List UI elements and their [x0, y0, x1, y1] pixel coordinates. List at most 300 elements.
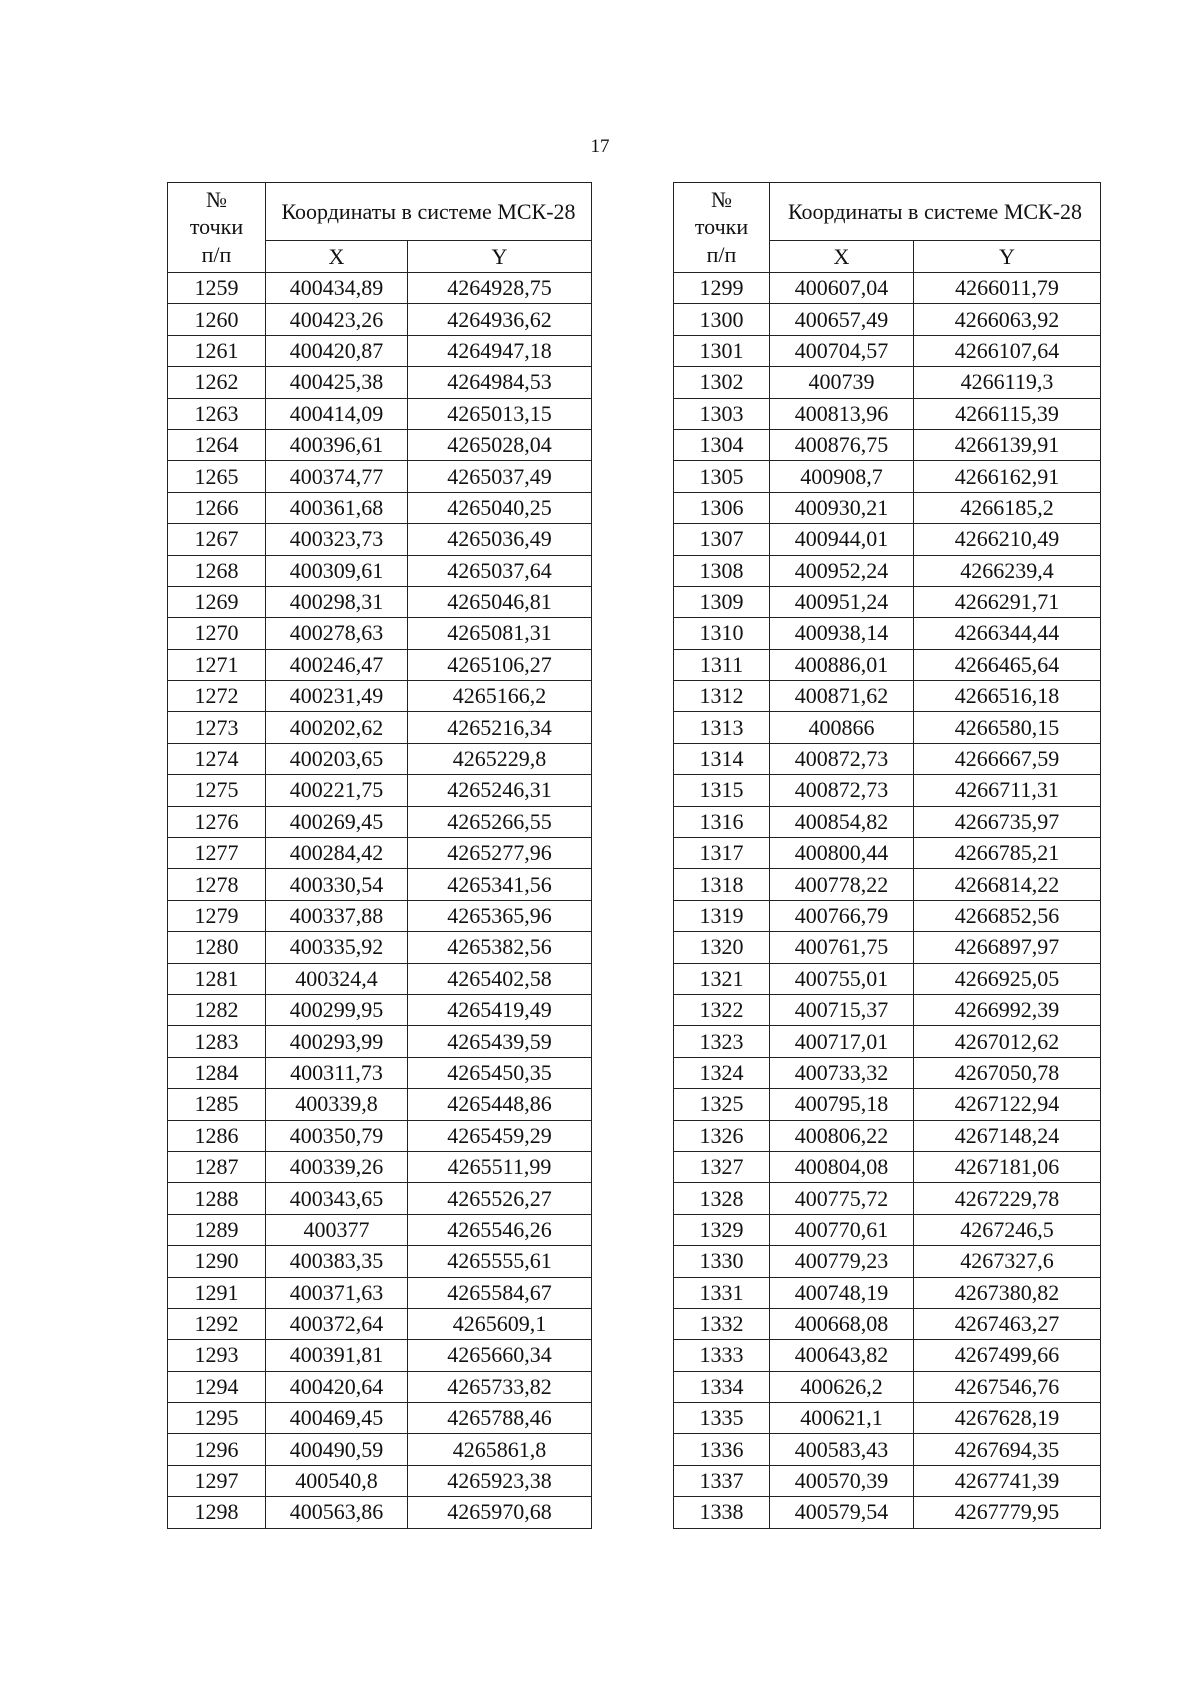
- point-number-cell: 1290: [168, 1246, 266, 1277]
- y-coordinate-cell: 4265229,8: [408, 743, 592, 774]
- x-coordinate-cell: 400717,01: [770, 1026, 914, 1057]
- y-coordinate-cell: 4266516,18: [914, 681, 1101, 712]
- x-coordinate-cell: 400795,18: [770, 1089, 914, 1120]
- x-coordinate-cell: 400293,99: [266, 1026, 408, 1057]
- point-number-header: № точки п/п: [674, 183, 770, 273]
- y-coordinate-cell: 4266115,39: [914, 398, 1101, 429]
- table-row: [168, 1214, 592, 1245]
- table-row: [168, 586, 592, 617]
- table-row: [168, 963, 592, 994]
- y-coordinate-cell: 4265166,2: [408, 681, 592, 712]
- y-coordinate-cell: 4267246,5: [914, 1214, 1101, 1245]
- x-coordinate-cell: 400930,21: [770, 492, 914, 523]
- y-coordinate-cell: 4266063,92: [914, 304, 1101, 335]
- x-coordinate-cell: 400278,63: [266, 618, 408, 649]
- coordinates-header: Координаты в системе МСК-28: [770, 183, 1101, 241]
- y-coordinate-cell: 4265511,99: [408, 1151, 592, 1182]
- table-row: [674, 806, 1101, 837]
- x-column-header: X: [770, 241, 914, 273]
- point-number-cell: 1285: [168, 1089, 266, 1120]
- x-coordinate-cell: 400298,31: [266, 586, 408, 617]
- table-row: [168, 461, 592, 492]
- point-number-cell: 1263: [168, 398, 266, 429]
- point-number-cell: 1299: [674, 273, 770, 304]
- x-coordinate-cell: 400490,59: [266, 1434, 408, 1465]
- table-row: [674, 1434, 1101, 1465]
- point-number-cell: 1303: [674, 398, 770, 429]
- point-number-cell: 1304: [674, 429, 770, 460]
- point-number-cell: 1329: [674, 1214, 770, 1245]
- x-coordinate-cell: 400371,63: [266, 1277, 408, 1308]
- table-row: [674, 1403, 1101, 1434]
- point-number-cell: 1337: [674, 1465, 770, 1496]
- table-row: [168, 806, 592, 837]
- y-coordinate-cell: 4265448,86: [408, 1089, 592, 1120]
- table-row: [674, 1465, 1101, 1496]
- point-number-cell: 1300: [674, 304, 770, 335]
- point-number-cell: 1310: [674, 618, 770, 649]
- x-coordinate-cell: 400563,86: [266, 1497, 408, 1528]
- x-coordinate-cell: 400739: [770, 367, 914, 398]
- y-coordinate-cell: 4264984,53: [408, 367, 592, 398]
- point-number-cell: 1308: [674, 555, 770, 586]
- x-coordinate-cell: 400621,1: [770, 1403, 914, 1434]
- table-row: [168, 1246, 592, 1277]
- x-coordinate-cell: 400269,45: [266, 806, 408, 837]
- point-number-cell: 1319: [674, 900, 770, 931]
- table-row: [674, 586, 1101, 617]
- x-coordinate-cell: 400337,88: [266, 900, 408, 931]
- table-row: [674, 1089, 1101, 1120]
- x-coordinate-cell: 400806,22: [770, 1120, 914, 1151]
- point-number-cell: 1275: [168, 775, 266, 806]
- table-row: [168, 1340, 592, 1371]
- point-number-cell: 1312: [674, 681, 770, 712]
- point-number-cell: 1306: [674, 492, 770, 523]
- point-number-cell: 1335: [674, 1403, 770, 1434]
- point-number-cell: 1282: [168, 994, 266, 1025]
- y-coordinate-cell: 4265439,59: [408, 1026, 592, 1057]
- point-number-cell: 1291: [168, 1277, 266, 1308]
- y-coordinate-cell: 4266897,97: [914, 932, 1101, 963]
- y-coordinate-cell: 4265861,8: [408, 1434, 592, 1465]
- x-coordinate-cell: 400311,73: [266, 1057, 408, 1088]
- table-row: [674, 932, 1101, 963]
- x-coordinate-cell: 400540,8: [266, 1465, 408, 1496]
- table-row: [674, 461, 1101, 492]
- table-row: [168, 900, 592, 931]
- point-number-cell: 1316: [674, 806, 770, 837]
- x-coordinate-cell: 400434,89: [266, 273, 408, 304]
- table-row: [168, 1183, 592, 1214]
- x-coordinate-cell: 400583,43: [770, 1434, 914, 1465]
- x-coordinate-cell: 400221,75: [266, 775, 408, 806]
- y-coordinate-cell: 4265788,46: [408, 1403, 592, 1434]
- y-coordinate-cell: 4267122,94: [914, 1089, 1101, 1120]
- point-number-cell: 1259: [168, 273, 266, 304]
- table-row: [674, 618, 1101, 649]
- y-coordinate-cell: 4266119,3: [914, 367, 1101, 398]
- y-coordinate-cell: 4265013,15: [408, 398, 592, 429]
- point-number-cell: 1292: [168, 1308, 266, 1339]
- table-row: [674, 1497, 1101, 1528]
- table-row: [168, 429, 592, 460]
- table-row: [674, 273, 1101, 304]
- point-number-cell: 1336: [674, 1434, 770, 1465]
- point-number-cell: 1328: [674, 1183, 770, 1214]
- y-coordinate-cell: 4265609,1: [408, 1308, 592, 1339]
- point-number-cell: 1284: [168, 1057, 266, 1088]
- table-row: [674, 335, 1101, 366]
- point-number-cell: 1293: [168, 1340, 266, 1371]
- point-number-cell: 1311: [674, 649, 770, 680]
- x-coordinate-cell: 400854,82: [770, 806, 914, 837]
- table-row: [168, 1151, 592, 1182]
- table-row: [168, 712, 592, 743]
- x-coordinate-cell: 400299,95: [266, 994, 408, 1025]
- x-coordinate-cell: 400396,61: [266, 429, 408, 460]
- table-row: [168, 743, 592, 774]
- x-coordinate-cell: 400339,8: [266, 1089, 408, 1120]
- left-table-body: [168, 273, 592, 1529]
- x-coordinate-cell: 400733,32: [770, 1057, 914, 1088]
- table-row: [674, 1371, 1101, 1402]
- table-row: [168, 649, 592, 680]
- y-coordinate-cell: 4265402,58: [408, 963, 592, 994]
- point-number-cell: 1322: [674, 994, 770, 1025]
- y-coordinate-cell: 4265266,55: [408, 806, 592, 837]
- x-coordinate-cell: 400748,19: [770, 1277, 914, 1308]
- table-row: [674, 994, 1101, 1025]
- y-coordinate-cell: 4265036,49: [408, 524, 592, 555]
- y-column-header: Y: [408, 241, 592, 273]
- point-number-cell: 1315: [674, 775, 770, 806]
- point-number-cell: 1279: [168, 900, 266, 931]
- y-coordinate-cell: 4266785,21: [914, 838, 1101, 869]
- table-row: [674, 649, 1101, 680]
- x-coordinate-cell: 400425,38: [266, 367, 408, 398]
- x-coordinate-cell: 400872,73: [770, 743, 914, 774]
- y-coordinate-cell: 4265046,81: [408, 586, 592, 617]
- x-coordinate-cell: 400284,42: [266, 838, 408, 869]
- point-number-cell: 1281: [168, 963, 266, 994]
- point-number-cell: 1276: [168, 806, 266, 837]
- y-coordinate-cell: 4265526,27: [408, 1183, 592, 1214]
- table-row: [674, 838, 1101, 869]
- y-coordinate-cell: 4267229,78: [914, 1183, 1101, 1214]
- y-coordinate-cell: 4267628,19: [914, 1403, 1101, 1434]
- x-coordinate-cell: 400938,14: [770, 618, 914, 649]
- table-row: [674, 1277, 1101, 1308]
- x-coordinate-cell: 400952,24: [770, 555, 914, 586]
- table-row: [168, 775, 592, 806]
- point-number-cell: 1268: [168, 555, 266, 586]
- point-number-cell: 1307: [674, 524, 770, 555]
- table-row: [674, 429, 1101, 460]
- table-row: [674, 869, 1101, 900]
- x-coordinate-cell: 400704,57: [770, 335, 914, 366]
- x-coordinate-cell: 400309,61: [266, 555, 408, 586]
- x-coordinate-cell: 400872,73: [770, 775, 914, 806]
- point-number-cell: 1298: [168, 1497, 266, 1528]
- point-number-cell: 1321: [674, 963, 770, 994]
- y-coordinate-cell: 4266107,64: [914, 335, 1101, 366]
- x-coordinate-cell: 400323,73: [266, 524, 408, 555]
- x-coordinate-cell: 400866: [770, 712, 914, 743]
- point-number-cell: 1314: [674, 743, 770, 774]
- point-number-cell: 1295: [168, 1403, 266, 1434]
- x-coordinate-cell: 400779,23: [770, 1246, 914, 1277]
- table-row: [168, 555, 592, 586]
- y-coordinate-cell: 4265660,34: [408, 1340, 592, 1371]
- x-coordinate-cell: 400343,65: [266, 1183, 408, 1214]
- right-table-body: [674, 273, 1101, 1529]
- x-coordinate-cell: 400766,79: [770, 900, 914, 931]
- page-number: 17: [590, 136, 610, 157]
- point-number-cell: 1325: [674, 1089, 770, 1120]
- x-coordinate-cell: 400391,81: [266, 1340, 408, 1371]
- point-number-cell: 1269: [168, 586, 266, 617]
- table-row: [168, 932, 592, 963]
- y-coordinate-cell: 4267148,24: [914, 1120, 1101, 1151]
- y-coordinate-cell: 4267694,35: [914, 1434, 1101, 1465]
- y-coordinate-cell: 4266580,15: [914, 712, 1101, 743]
- point-number-cell: 1296: [168, 1434, 266, 1465]
- point-number-cell: 1305: [674, 461, 770, 492]
- point-number-cell: 1271: [168, 649, 266, 680]
- x-column-header: X: [266, 241, 408, 273]
- point-number-cell: 1273: [168, 712, 266, 743]
- x-coordinate-cell: 400626,2: [770, 1371, 914, 1402]
- point-number-cell: 1313: [674, 712, 770, 743]
- y-coordinate-cell: 4265382,56: [408, 932, 592, 963]
- y-coordinate-cell: 4266139,91: [914, 429, 1101, 460]
- table-row: [674, 775, 1101, 806]
- y-coordinate-cell: 4266162,91: [914, 461, 1101, 492]
- table-row: [674, 1340, 1101, 1371]
- y-coordinate-cell: 4266210,49: [914, 524, 1101, 555]
- x-coordinate-cell: 400579,54: [770, 1497, 914, 1528]
- table-row: [168, 618, 592, 649]
- table-row: [168, 1465, 592, 1496]
- y-coordinate-cell: 4267012,62: [914, 1026, 1101, 1057]
- table-row: [168, 273, 592, 304]
- x-coordinate-cell: 400202,62: [266, 712, 408, 743]
- table-row: [674, 1151, 1101, 1182]
- table-row: [674, 681, 1101, 712]
- x-coordinate-cell: 400804,08: [770, 1151, 914, 1182]
- y-coordinate-cell: 4267463,27: [914, 1308, 1101, 1339]
- table-row: [674, 743, 1101, 774]
- y-coordinate-cell: 4266735,97: [914, 806, 1101, 837]
- y-coordinate-cell: 4266711,31: [914, 775, 1101, 806]
- point-number-cell: 1278: [168, 869, 266, 900]
- point-number-cell: 1297: [168, 1465, 266, 1496]
- y-coordinate-cell: 4265546,26: [408, 1214, 592, 1245]
- table-row: [168, 1057, 592, 1088]
- table-row: [168, 838, 592, 869]
- table-row: [674, 1183, 1101, 1214]
- table-row: [674, 963, 1101, 994]
- y-coordinate-cell: 4266011,79: [914, 273, 1101, 304]
- y-coordinate-cell: 4267499,66: [914, 1340, 1101, 1371]
- table-row: [674, 1057, 1101, 1088]
- y-coordinate-cell: 4265733,82: [408, 1371, 592, 1402]
- point-number-cell: 1323: [674, 1026, 770, 1057]
- table-row: [168, 492, 592, 523]
- y-coordinate-cell: 4265081,31: [408, 618, 592, 649]
- point-number-cell: 1294: [168, 1371, 266, 1402]
- x-coordinate-cell: 400908,7: [770, 461, 914, 492]
- point-number-cell: 1287: [168, 1151, 266, 1182]
- table-row: [674, 367, 1101, 398]
- point-number-cell: 1283: [168, 1026, 266, 1057]
- x-coordinate-cell: 400246,47: [266, 649, 408, 680]
- table-row: [168, 1434, 592, 1465]
- y-coordinate-cell: 4266992,39: [914, 994, 1101, 1025]
- y-coordinate-cell: 4264928,75: [408, 273, 592, 304]
- point-number-cell: 1260: [168, 304, 266, 335]
- table-row: [674, 304, 1101, 335]
- table-row: [674, 524, 1101, 555]
- table-row: [168, 524, 592, 555]
- x-coordinate-cell: 400324,4: [266, 963, 408, 994]
- x-coordinate-cell: 400871,62: [770, 681, 914, 712]
- y-coordinate-cell: 4265450,35: [408, 1057, 592, 1088]
- coordinates-table-right: [673, 182, 1101, 1529]
- x-coordinate-cell: 400755,01: [770, 963, 914, 994]
- y-coordinate-cell: 4265584,67: [408, 1277, 592, 1308]
- x-coordinate-cell: 400414,09: [266, 398, 408, 429]
- table-row: [674, 1120, 1101, 1151]
- point-number-cell: 1330: [674, 1246, 770, 1277]
- y-coordinate-cell: 4267050,78: [914, 1057, 1101, 1088]
- y-coordinate-cell: 4266814,22: [914, 869, 1101, 900]
- point-number-cell: 1277: [168, 838, 266, 869]
- y-coordinate-cell: 4267741,39: [914, 1465, 1101, 1496]
- y-coordinate-cell: 4267327,6: [914, 1246, 1101, 1277]
- table-row: [168, 1089, 592, 1120]
- y-coordinate-cell: 4267779,95: [914, 1497, 1101, 1528]
- point-number-cell: 1334: [674, 1371, 770, 1402]
- y-coordinate-cell: 4267380,82: [914, 1277, 1101, 1308]
- x-coordinate-cell: 400372,64: [266, 1308, 408, 1339]
- table-row: [168, 1026, 592, 1057]
- y-coordinate-cell: 4265037,64: [408, 555, 592, 586]
- table-row: [674, 555, 1101, 586]
- x-coordinate-cell: 400813,96: [770, 398, 914, 429]
- y-coordinate-cell: 4264947,18: [408, 335, 592, 366]
- coordinates-table-left: [167, 182, 592, 1529]
- x-coordinate-cell: 400778,22: [770, 869, 914, 900]
- table-row: [168, 1277, 592, 1308]
- x-coordinate-cell: 400420,64: [266, 1371, 408, 1402]
- table-row: [168, 681, 592, 712]
- table-row: [674, 1308, 1101, 1339]
- table-row: [674, 398, 1101, 429]
- table-row: [168, 1403, 592, 1434]
- table-row: [168, 1120, 592, 1151]
- x-coordinate-cell: 400330,54: [266, 869, 408, 900]
- x-coordinate-cell: 400951,24: [770, 586, 914, 617]
- x-coordinate-cell: 400339,26: [266, 1151, 408, 1182]
- x-coordinate-cell: 400423,26: [266, 304, 408, 335]
- y-coordinate-cell: 4265037,49: [408, 461, 592, 492]
- y-column-header: Y: [914, 241, 1101, 273]
- x-coordinate-cell: 400800,44: [770, 838, 914, 869]
- y-coordinate-cell: 4266465,64: [914, 649, 1101, 680]
- x-coordinate-cell: 400350,79: [266, 1120, 408, 1151]
- x-coordinate-cell: 400886,01: [770, 649, 914, 680]
- x-coordinate-cell: 400203,65: [266, 743, 408, 774]
- x-coordinate-cell: 400570,39: [770, 1465, 914, 1496]
- x-coordinate-cell: 400420,87: [266, 335, 408, 366]
- table-row: [168, 1308, 592, 1339]
- table-row: [674, 712, 1101, 743]
- table-row: [168, 1371, 592, 1402]
- y-coordinate-cell: 4265028,04: [408, 429, 592, 460]
- y-coordinate-cell: 4265365,96: [408, 900, 592, 931]
- x-coordinate-cell: 400668,08: [770, 1308, 914, 1339]
- x-coordinate-cell: 400607,04: [770, 273, 914, 304]
- table-row: [168, 367, 592, 398]
- point-number-cell: 1261: [168, 335, 266, 366]
- table-row: [168, 304, 592, 335]
- x-coordinate-cell: 400469,45: [266, 1403, 408, 1434]
- x-coordinate-cell: 400643,82: [770, 1340, 914, 1371]
- y-coordinate-cell: 4266852,56: [914, 900, 1101, 931]
- table-row: [674, 900, 1101, 931]
- point-number-cell: 1327: [674, 1151, 770, 1182]
- point-number-cell: 1332: [674, 1308, 770, 1339]
- x-coordinate-cell: 400335,92: [266, 932, 408, 963]
- point-number-cell: 1309: [674, 586, 770, 617]
- y-coordinate-cell: 4265555,61: [408, 1246, 592, 1277]
- point-number-cell: 1317: [674, 838, 770, 869]
- point-number-cell: 1318: [674, 869, 770, 900]
- point-number-cell: 1326: [674, 1120, 770, 1151]
- point-number-cell: 1338: [674, 1497, 770, 1528]
- x-coordinate-cell: 400775,72: [770, 1183, 914, 1214]
- table-row: [674, 1246, 1101, 1277]
- y-coordinate-cell: 4266185,2: [914, 492, 1101, 523]
- x-coordinate-cell: 400715,37: [770, 994, 914, 1025]
- y-coordinate-cell: 4266344,44: [914, 618, 1101, 649]
- table-row: [674, 492, 1101, 523]
- point-number-cell: 1301: [674, 335, 770, 366]
- x-coordinate-cell: 400374,77: [266, 461, 408, 492]
- y-coordinate-cell: 4266667,59: [914, 743, 1101, 774]
- point-number-cell: 1266: [168, 492, 266, 523]
- table-row: [168, 994, 592, 1025]
- point-number-cell: 1264: [168, 429, 266, 460]
- y-coordinate-cell: 4266239,4: [914, 555, 1101, 586]
- y-coordinate-cell: 4265246,31: [408, 775, 592, 806]
- y-coordinate-cell: 4265106,27: [408, 649, 592, 680]
- y-coordinate-cell: 4265216,34: [408, 712, 592, 743]
- point-number-cell: 1333: [674, 1340, 770, 1371]
- point-number-cell: 1331: [674, 1277, 770, 1308]
- y-coordinate-cell: 4265923,38: [408, 1465, 592, 1496]
- point-number-cell: 1320: [674, 932, 770, 963]
- x-coordinate-cell: 400361,68: [266, 492, 408, 523]
- point-number-cell: 1288: [168, 1183, 266, 1214]
- x-coordinate-cell: 400770,61: [770, 1214, 914, 1245]
- y-coordinate-cell: 4267181,06: [914, 1151, 1101, 1182]
- x-coordinate-cell: 400876,75: [770, 429, 914, 460]
- y-coordinate-cell: 4266291,71: [914, 586, 1101, 617]
- table-row: [674, 1026, 1101, 1057]
